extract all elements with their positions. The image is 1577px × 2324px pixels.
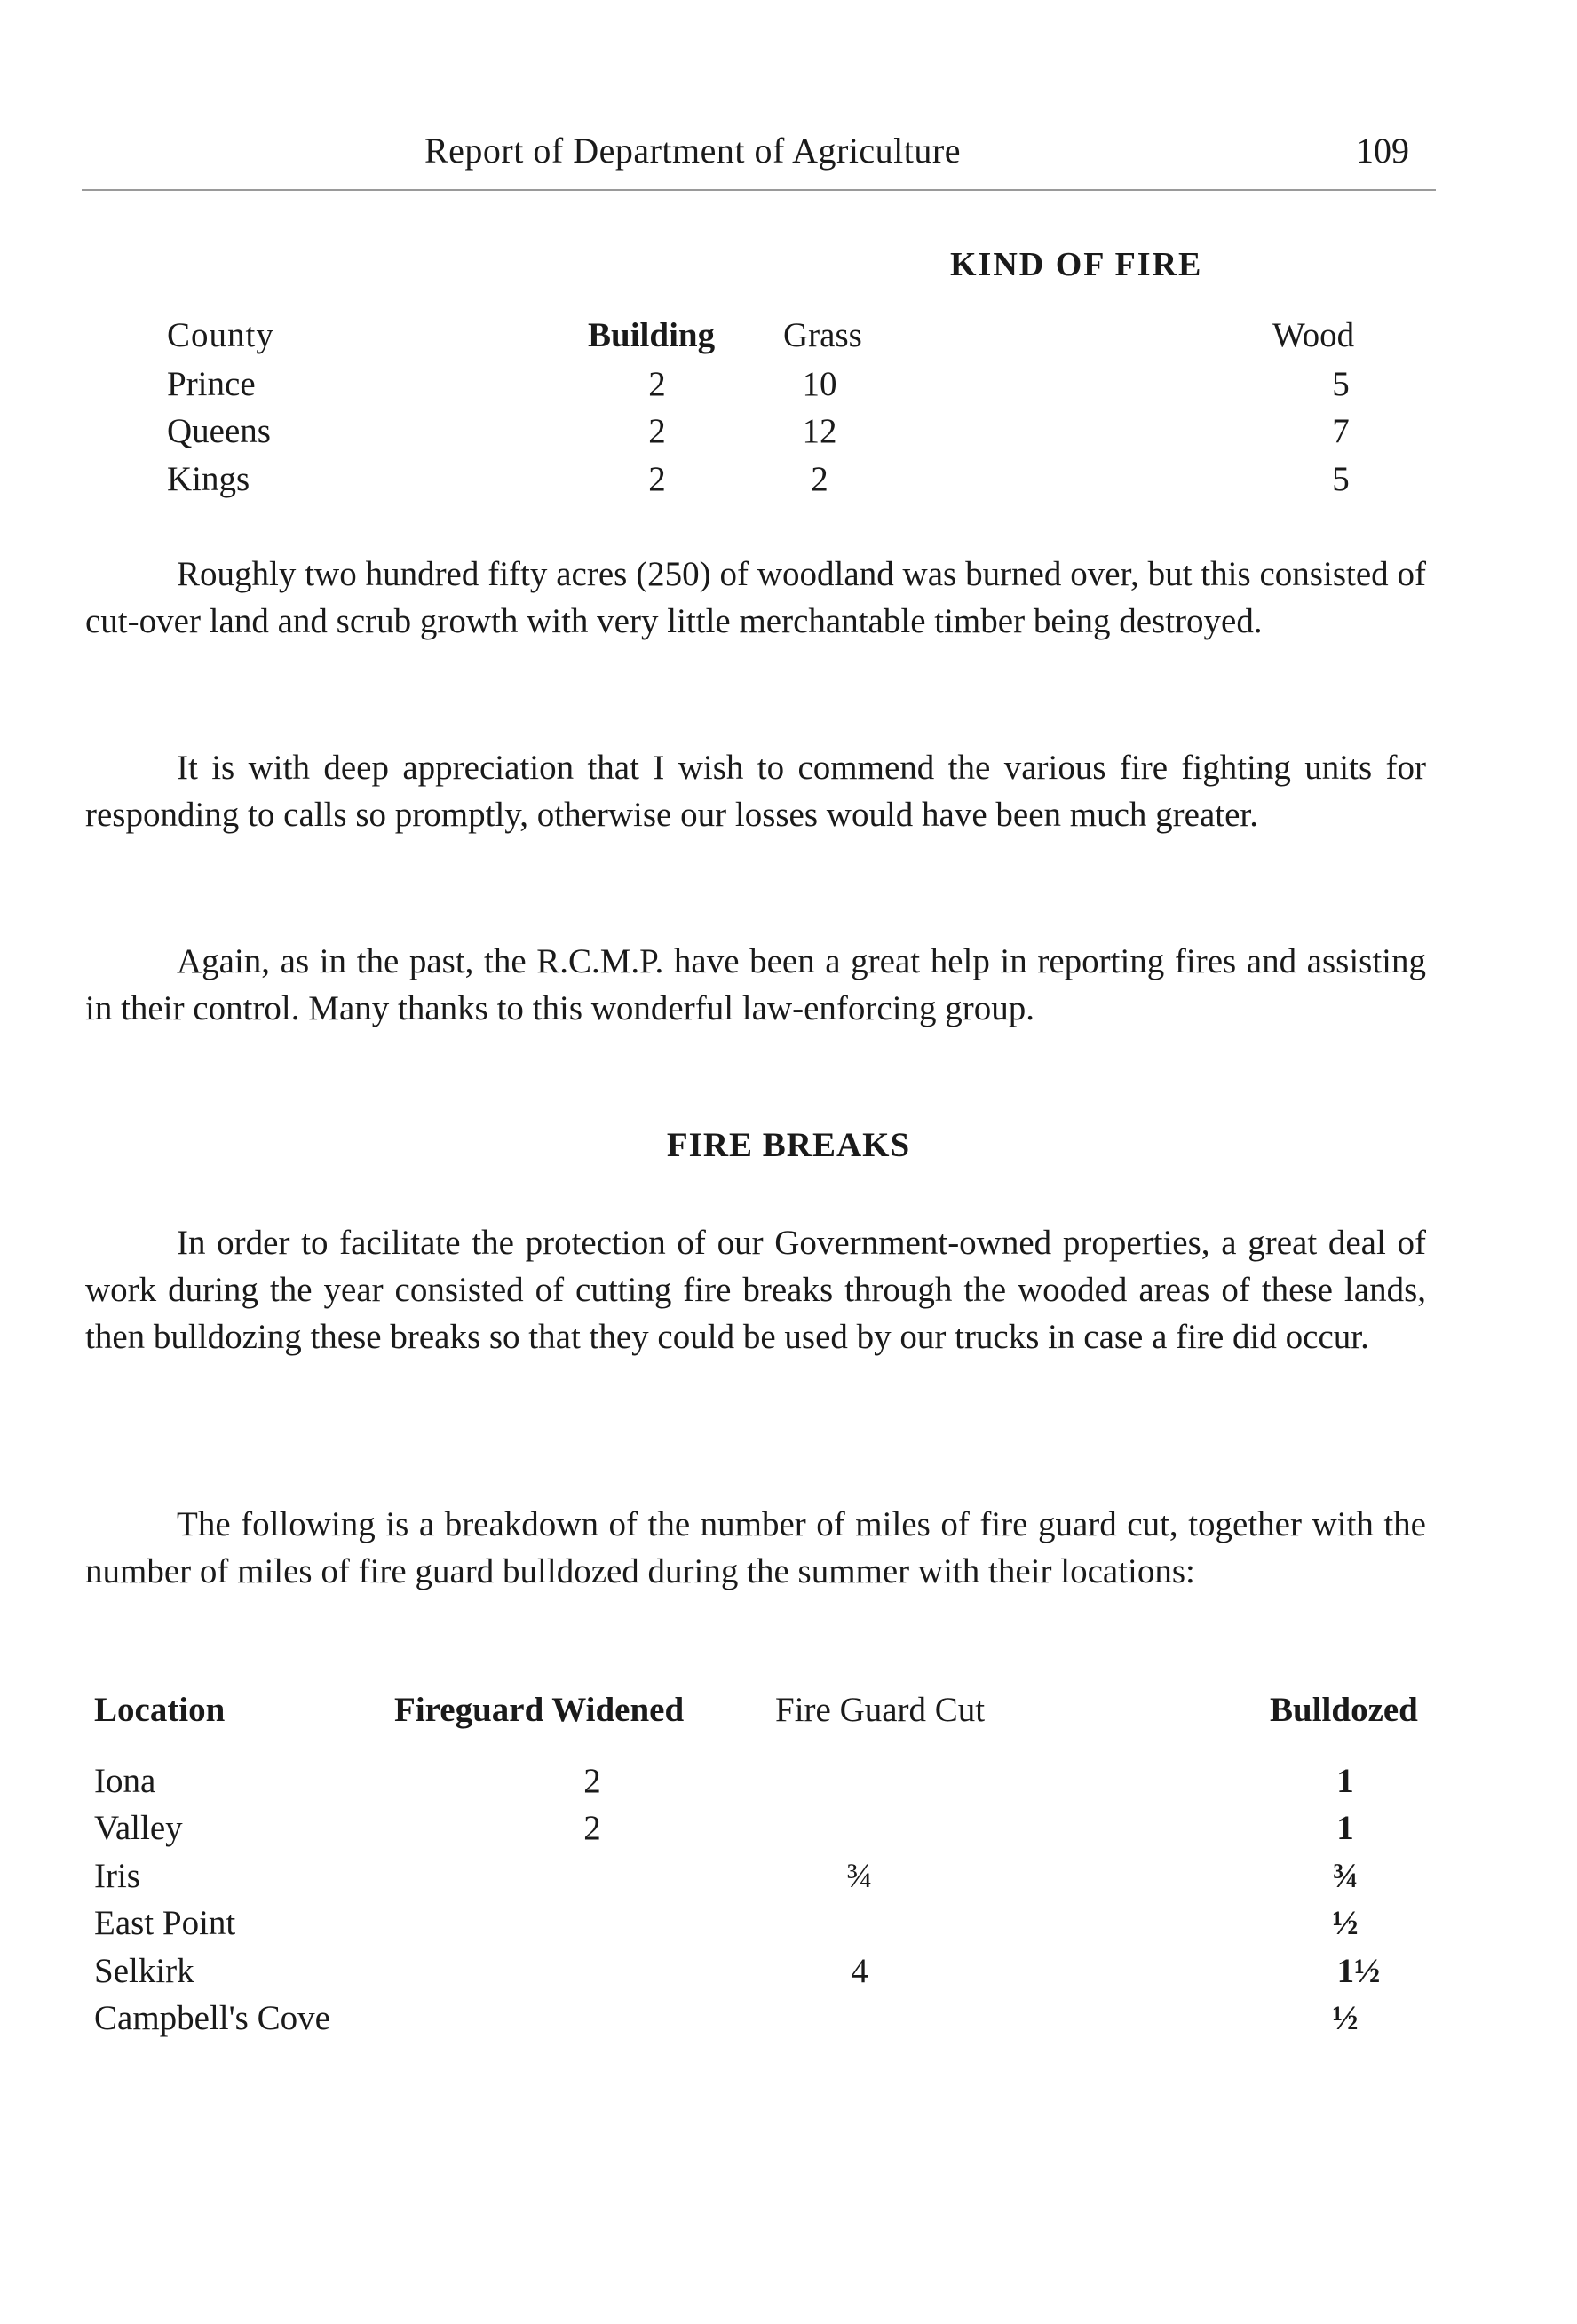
table-cell-building: 2 xyxy=(648,412,666,450)
column-header-fire-guard-cut: Fire Guard Cut xyxy=(775,1691,986,1729)
table-cell-wood: 5 xyxy=(1332,460,1350,498)
paragraph-text: In order to facilitate the protection of our Government-owned properties, a great deal of work during the year consisted of cutting fire breaks through the wooded areas of these lands, then bulldozing these breaks so that they could be used by our trucks in case a fire did occur. xyxy=(85,1224,1426,1356)
table-cell-location: Iris xyxy=(94,1857,140,1895)
table-cell-bulldozed: ½ xyxy=(1332,1904,1359,1942)
table-cell-widened: 2 xyxy=(583,1762,601,1800)
table-cell-location: East Point xyxy=(94,1904,236,1942)
table-cell-county: Queens xyxy=(167,412,271,450)
paragraph-rcmp xyxy=(85,938,1426,1032)
running-title: Report of Department of Agriculture xyxy=(424,131,961,171)
table-cell-bulldozed: 1 xyxy=(1336,1762,1354,1800)
table-cell-county: Kings xyxy=(167,460,250,498)
table-cell-location: Selkirk xyxy=(94,1952,194,1990)
paragraph-breakdown xyxy=(85,1501,1426,1595)
table-cell-cut: 4 xyxy=(851,1952,868,1990)
paragraph-fire-breaks-intro xyxy=(85,1219,1426,1360)
table-cell-county: Prince xyxy=(167,365,256,403)
table-cell-location: Campbell's Cove xyxy=(94,1999,330,2037)
fire-breaks-heading: FIRE BREAKS xyxy=(666,1126,911,1164)
column-header-grass: Grass xyxy=(783,316,862,354)
kind-of-fire-heading: KIND OF FIRE xyxy=(950,246,1203,283)
table-cell-bulldozed: 1½ xyxy=(1336,1952,1381,1990)
table-cell-cut: ¾ xyxy=(846,1857,873,1895)
table-cell-wood: 7 xyxy=(1332,412,1350,450)
table-cell-bulldozed: ¾ xyxy=(1332,1857,1359,1895)
paragraph-burned-acreage xyxy=(85,551,1426,645)
table-cell-bulldozed: ½ xyxy=(1332,1999,1359,2037)
table-cell-location: Iona xyxy=(94,1762,156,1800)
column-header-building: Building xyxy=(588,316,716,354)
page-number: 109 xyxy=(1356,131,1409,171)
column-header-bulldozed: Bulldozed xyxy=(1270,1691,1418,1729)
column-header-location: Location xyxy=(94,1691,226,1729)
column-header-wood: Wood xyxy=(1272,316,1355,354)
paragraph-commendation xyxy=(85,744,1426,838)
table-cell-bulldozed: 1 xyxy=(1336,1809,1354,1847)
table-cell-grass: 2 xyxy=(811,460,828,498)
paragraph-text: The following is a breakdown of the number of miles of fire guard cut, together with the number of miles of fire guard bulldozed during the summer with their locations: xyxy=(85,1505,1426,1590)
paragraph-text: Roughly two hundred fifty acres (250) of woodland was burned over, but this consisted of cut-over land and scrub growth with very little merchantable timber being destroyed. xyxy=(85,555,1426,640)
table-cell-building: 2 xyxy=(648,460,666,498)
column-header-county: County xyxy=(167,316,274,354)
column-header-fireguard-widened: Fireguard Widened xyxy=(394,1691,685,1729)
table-cell-widened: 2 xyxy=(583,1809,601,1847)
table-cell-grass: 12 xyxy=(802,412,837,450)
table-cell-building: 2 xyxy=(648,365,666,403)
table-cell-location: Valley xyxy=(94,1809,183,1847)
header-rule xyxy=(82,189,1436,191)
table-cell-grass: 10 xyxy=(802,365,837,403)
paragraph-text: It is with deep appreciation that I wish to commend the various fire fighting units for responding to calls so promptly, otherwise our losses would have been much greater. xyxy=(85,749,1426,834)
table-cell-wood: 5 xyxy=(1332,365,1350,403)
paragraph-text: Again, as in the past, the R.C.M.P. have been a great help in reporting fires and assisting in their control. Many thanks to this wonderful law-enforcing group. xyxy=(85,942,1426,1027)
